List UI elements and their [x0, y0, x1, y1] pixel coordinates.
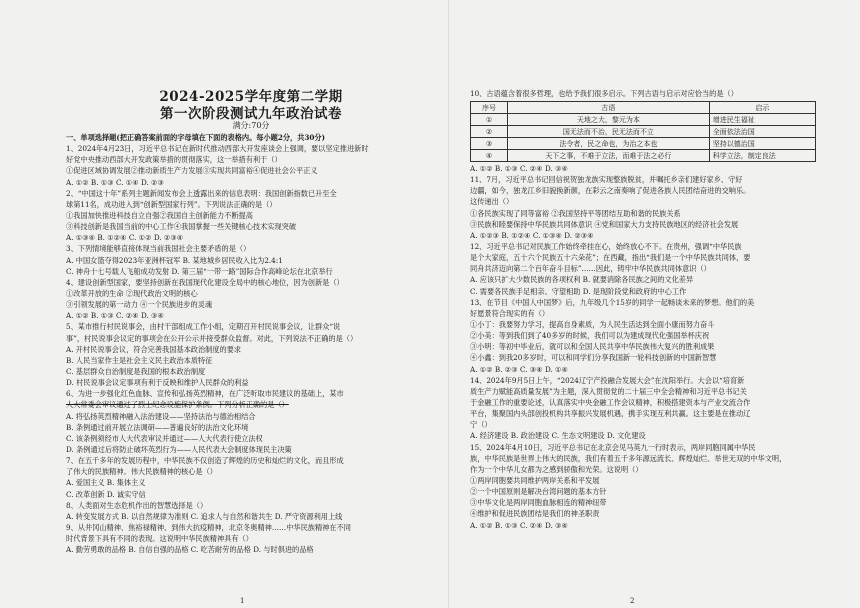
- text-line: 4、建设创新型国家，要坚持创新在我国现代化建设全局中的核心地位，因为创新是（）: [66, 277, 344, 287]
- text-line: A. 将弘扬英烈精神融入法治建设——坚持法治与德治相结合: [66, 411, 256, 421]
- text-line: 11、7月，习近平总书记回信祝贺独龙族实现整族脱贫，并嘱托乡亲们建好家乡、守好: [470, 175, 743, 185]
- table-cell-number: ②: [471, 126, 508, 138]
- page-right: [470, 0, 818, 608]
- left-question-text: [66, 132, 436, 555]
- text-line: 12、习近平总书记对民族工作始终牵挂在心，始终放心不下。在贵州，强调“中华民族: [470, 241, 742, 251]
- text-line: 9、从井冈山精神、焦裕禄精神、到伟大抗疫精神，北京冬奥精神……中华民族精神在不同: [66, 522, 351, 532]
- table-row: [471, 114, 816, 126]
- text-line: C. 改革创新 D. 诚实守信: [66, 489, 146, 499]
- table-cell-number: ①: [471, 114, 508, 126]
- text-line: 是个大家庭，五十六个民族五十六朵花”；在西藏，指出“我们是一个中华民族共同体，要: [470, 253, 751, 263]
- text-line: C. 神舟十七号载人飞船成功发射 D. 第三届“一带一路”国际合作高峰论坛在北京举行: [66, 266, 333, 276]
- text-line: 事”，村民说事会议定的事项会在公开公示并接受群众监督。对此，下列说法不正确的是（）: [66, 333, 358, 343]
- text-line: 10、古语蕴含着很多哲理，也给予我们很多启示。下列古语与启示对应恰当的是（）: [470, 89, 738, 98]
- exam-title-line2: 第一次阶段测试九年政治试卷: [160, 106, 342, 122]
- table-cell-quote: 国无法而不治，民无法而不立: [508, 126, 710, 138]
- text-line: 3、下列情境能够直接体现当前我国社会主要矛盾的是（）: [66, 244, 251, 254]
- text-line: 质生产力赋能高质量发展”为主题，深入贯彻党的二十届三中全会精神和习近平总书记关: [470, 386, 747, 396]
- text-line: 1、2024年4月23日，习近平总书记在新时代推动西部大开发座谈会上强调，要以坚定推进新时: [66, 144, 369, 154]
- text-line: C. 该条例须经市人大代表审议并通过——人大代表行使立法权: [66, 433, 263, 443]
- text-line: ③小明：等初中毕业后，就可以和全国人民共享中华民族伟大复兴的胜利成果: [470, 342, 715, 352]
- text-line: 一、单项选择题(把正确答案前面的字母填在下面的表格内。每小题2分，共30分): [66, 133, 325, 142]
- text-line: 8、人类面对生态危机作出的智慧选择是（）: [66, 500, 208, 510]
- page-gutter: [448, 0, 449, 608]
- table-cell-insight: 坚持以德治国: [709, 138, 815, 150]
- right-question-text: [470, 163, 818, 531]
- text-line: B. 人民当家作主是社会主义民主政治本质特征: [66, 355, 213, 365]
- text-line: 边疆，如今，独龙江乡旧貌换新颜，在彩云之南奏响了促进各族人民团结奋进的交响乐。: [470, 186, 751, 196]
- text-line: D. 条例通过后将防止破坏英烈行为——人民代表大会制度体现民主决策: [66, 444, 292, 454]
- table-cell-number: ③: [471, 138, 508, 150]
- table-row: [471, 126, 816, 138]
- text-line: 5、某市推行村民说事会，由村干部组成工作小组，定期召开村民说事会议，让群众“说: [66, 322, 341, 332]
- text-line: A. ①② B. ①③ C. ①④ D. ②③: [66, 177, 164, 187]
- text-line: ③中华文化是两岸同胞血脉相连的精神纽带: [470, 498, 607, 508]
- text-line: A. ①③④ B. ①②④ C. ①② D. ②③④: [66, 233, 184, 243]
- text-line: A. ①②③ B. ①②④ C. ①③④ D. ②③④: [470, 230, 594, 240]
- text-line: ①小丁：我要努力学习，提高自身素质，为人民生活达到全面小康而努力奋斗: [470, 319, 715, 329]
- text-line: D. 村民说事会议定事项有利于反映和维护人民群众的利益: [66, 378, 249, 388]
- text-line: ①改革开放的生命 ②现代政治文明的核心: [66, 288, 198, 298]
- text-line: ③引领发展的第一动力 ④一个民族进步的灵魂: [66, 300, 213, 310]
- text-line: A. ①② B. ①③ C. ②④ D. ③④: [470, 520, 568, 530]
- table-cell-insight: 增进民生福祉: [709, 114, 815, 126]
- page-left: [66, 0, 436, 608]
- table-row: [471, 150, 816, 162]
- question-10-stem: [470, 88, 818, 99]
- table-cell-number: ④: [471, 150, 508, 162]
- text-line: 同舟共济迈向第二个百年奋斗目标”……因此，铸牢中华民族共同体意识（）: [470, 264, 711, 274]
- text-line: 族，中华民族是世界上伟大的民族，我们有着五千多年源远流长、辉煌灿烂、举世无双的中华文明，: [470, 453, 787, 463]
- text-line: 这传递出（）: [470, 197, 514, 207]
- text-line: ②小美：等到我们到了40多岁的时候，我们可以为建成现代化强国举杯庆祝: [470, 331, 710, 341]
- text-line: 球第11名，成功进入到“创新型国家行列”。下列说法正确的是（）: [66, 199, 277, 209]
- question-10-table: [470, 101, 816, 162]
- text-line: A. ①② B. ②③ C. ③④ D. ①④: [470, 364, 568, 374]
- table-header-quote: 古语: [508, 102, 710, 114]
- table-cell-insight: 科学立法，制定良法: [709, 150, 815, 162]
- text-line: 14、2024年9月5日上午，“2024辽宁产投融合发展大会”在沈阳举行。大会以“培育新: [470, 375, 745, 385]
- text-line: A. ①② B. ①③ C. ②④ D. ③④: [470, 164, 568, 173]
- text-line: 7、在五千多年的发展历程中，中华民族不仅创造了辉煌的历史和灿烂的文化，而且形成: [66, 456, 344, 466]
- text-line: ④维护和促进民族团结是我们的神圣职责: [470, 509, 600, 519]
- page-number-left: 1: [240, 597, 245, 605]
- exam-title-line1: 2024-2025学年度第二学期: [159, 89, 343, 105]
- text-line: 时代背景下具有不同的表现。这说明中华民族精神具有（）: [66, 534, 253, 544]
- text-line: A. 转变发展方式 B. 以自然规律为准则 C. 追求人与自然和谐共生 D. 严守资源利用上线: [66, 511, 343, 521]
- table-header-insight: 启示: [709, 102, 815, 114]
- text-line: ①我国加快推进科技自立自强②我国自主创新能力不断提高: [66, 210, 253, 220]
- text-line: 13、在节目《中国人中国梦》后，九年级几个15岁的同学一起畅谈未来的梦想。他们的美: [470, 297, 755, 307]
- text-line: 6、为进一步强化红色血脉、宣传和弘扬英烈精神，在广泛听取市民建议的基础上，某市: [66, 389, 344, 399]
- text-line: C. 基层群众自治制度是我国的根本政治制度: [66, 366, 206, 376]
- full-score: 满分:70分: [232, 121, 270, 130]
- table-cell-quote: 天地之大，黎元为本: [508, 114, 710, 126]
- text-line: 平台，集聚国内头部创投机构共享振兴发展机遇，携手实现互利共赢。这主要是在推动辽: [470, 409, 751, 419]
- text-line: ③科技创新是我国当前的中心工作④我国掌握一些关键核心技术实现突破: [66, 222, 297, 232]
- table-body: [471, 114, 816, 162]
- text-line: ①促进区域协调发展②推动新质生产力发展③实现共同富裕④促进社会公平正义: [66, 166, 318, 176]
- table-cell-insight: 全面依法治国: [709, 126, 815, 138]
- text-line: 作为一个中华儿女都为之感到骄傲和光荣。这说明（）: [470, 464, 643, 474]
- page-number-right: 2: [630, 597, 635, 605]
- text-line: A. 经济建设 B. 政治建设 C. 生态文明建设 D. 文化建设: [470, 431, 646, 441]
- text-line: B. 条例通过前开展立法调研——普遍良好的法治文化环境: [66, 422, 249, 432]
- text-line: ④小鑫：到我20多岁时，可以和同学们分享我国新一轮科技创新的中国新智慧: [470, 353, 717, 363]
- text-line: 好愿景符合现实的有（）: [470, 308, 550, 318]
- table-cell-quote: 法令者，民之命也，为治之本也: [508, 138, 710, 150]
- text-line: A. 勤劳勇敢的品格 B. 自信自强的品格 C. 吃苦耐劳的品格 D. 与时俱进的品格: [66, 545, 314, 555]
- text-line: ③民族和睦要保持中华民族共同体意识 ④党和国家大力支持民族地区的经济社会发展: [470, 219, 739, 229]
- text-line: A. 开村民说事会议，符合完善我国基本政治制度的要求: [66, 344, 242, 354]
- text-line: A. ①② B. ①③ C. ②④ D. ③④: [66, 311, 164, 321]
- text-line: 好党中央推动西部大开发政策举措的贯彻落实，这一举措有利于（）: [66, 155, 282, 165]
- text-line: 了伟大的民族精神。伟大民族精神的核心是（）: [66, 467, 217, 477]
- text-line: ①各民族实现了同等富裕 ②我国坚持平等团结互助和谐的民族关系: [470, 208, 681, 218]
- text-line: 于金融工作的重要论述，认真落实中央金融工作会议精神，积极搭建资本与产业交流合作: [470, 397, 751, 407]
- text-line: 宁（）: [470, 420, 492, 430]
- text-line: 2、“中国这十年”系列主题新闻发布会上透露出来的信息表明：我国创新指数已升至全: [66, 188, 337, 198]
- table-header-number: 序号: [471, 102, 508, 114]
- text-line: ②一个中国原则是解决台湾问题的基本方针: [470, 487, 607, 497]
- text-line: C. 需要各民族手足相亲、守望相助 D. 是现阶段党和政府的中心工作: [470, 286, 687, 296]
- table-row: [471, 138, 816, 150]
- text-line: A. 应该只扩大少数民族的各项权利 B. 就要消除各民族之间的文化差异: [470, 275, 694, 285]
- text-line: ①两岸同胞要共同维护两岸关系和平发展: [470, 475, 600, 485]
- text-line: 人大常委会审议通过了烈士纪念设施保护条例。下列分析正确的是（）: [66, 400, 289, 410]
- text-line: A. 中国女篮夺得2023年亚洲杯冠军 B. 某地城乡居民收入比为2.4:1: [66, 255, 283, 265]
- table-cell-quote: 天下之事，不难于立法，而难于法之必行: [508, 150, 710, 162]
- text-line: A. 爱国主义 B. 集体主义: [66, 478, 146, 488]
- text-line: 15、2024年4月10日，习近平总书记在北京会见马英九一行时表示，两岸同胞同属中华民: [470, 442, 756, 452]
